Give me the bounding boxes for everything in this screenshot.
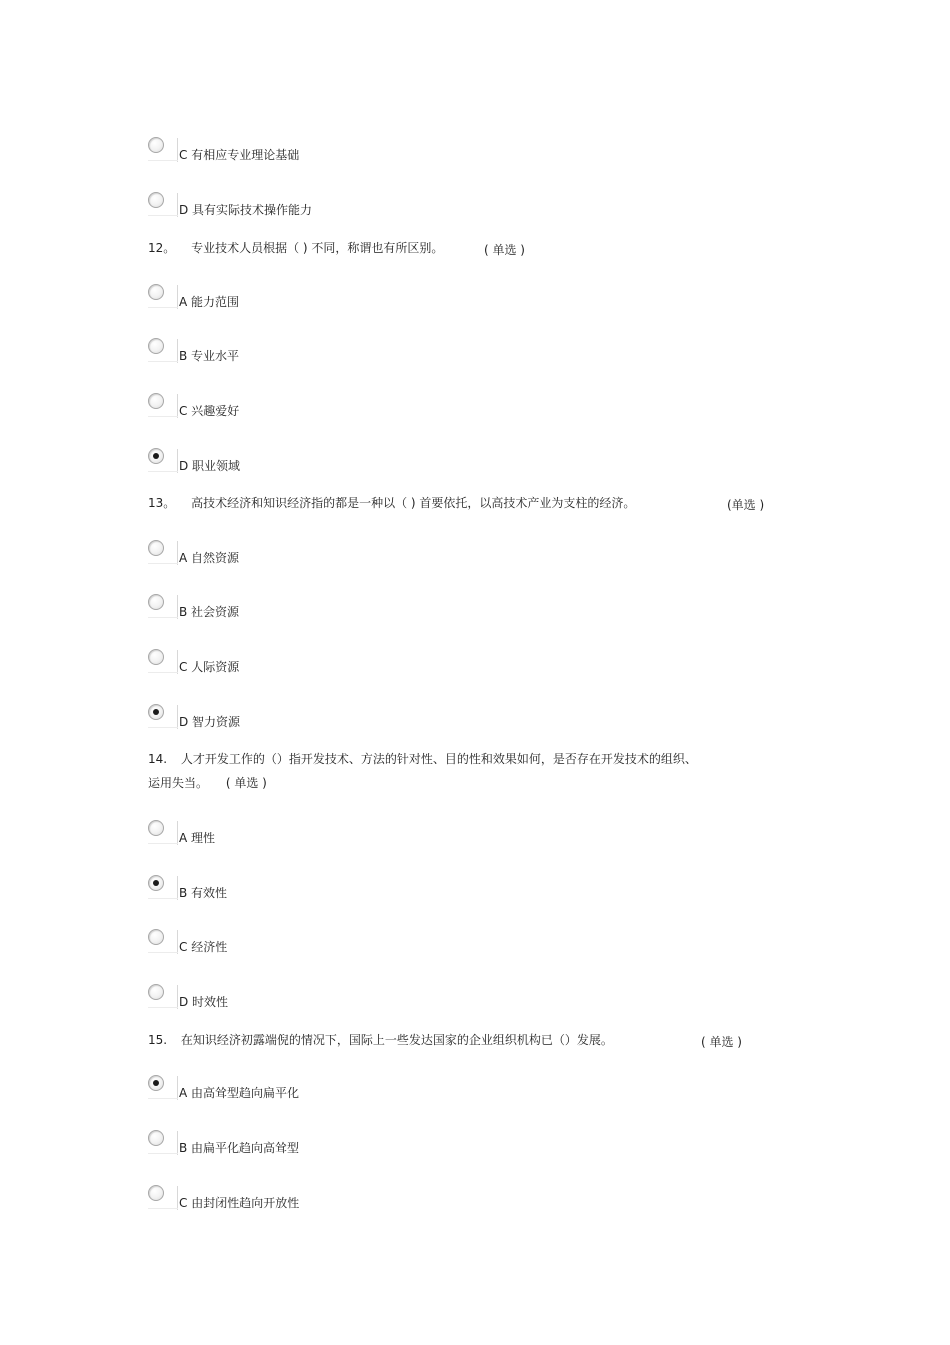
option-12-c[interactable] <box>148 393 548 419</box>
radio-button[interactable] <box>148 929 164 945</box>
option-label: D 时效性 <box>179 995 229 1009</box>
option-label: D 智力资源 <box>179 715 241 729</box>
radio-button[interactable] <box>148 984 164 1000</box>
question-number: 12。 <box>148 241 176 255</box>
question-14-line-2 <box>148 771 267 795</box>
question-number: 15. <box>148 1033 168 1047</box>
question-text-line-1: 人才开发工作的（）指开发技术、方法的针对性、目的性和效果如何，是否存在开发技术的组织、 <box>180 752 697 766</box>
option-label: C 经济性 <box>179 940 228 954</box>
question-text: 在知识经济初露端倪的情况下，国际上一些发达国家的企业组织机构已（）发展。 <box>180 1033 613 1047</box>
option-label: C 人际资源 <box>179 660 240 674</box>
radio-button[interactable] <box>148 137 164 153</box>
radio-button[interactable] <box>148 540 164 556</box>
option-13-a[interactable] <box>148 540 548 566</box>
radio-button[interactable] <box>148 393 164 409</box>
radio-button[interactable] <box>148 284 164 300</box>
question-type-tag: (单选 ) <box>727 498 765 512</box>
option-12-a[interactable] <box>148 284 548 310</box>
option-label: A 自然资源 <box>179 551 240 565</box>
option-15-a[interactable] <box>148 1075 548 1101</box>
radio-button[interactable] <box>148 704 164 720</box>
option-label: C 有相应专业理论基础 <box>179 148 300 162</box>
question-text: 专业技术人员根据（ ) 不同，称谓也有所区别。 <box>191 241 444 255</box>
option-label: A 由高耸型趋向扁平化 <box>179 1086 300 1100</box>
radio-button[interactable] <box>148 1130 164 1146</box>
question-text: 高技术经济和知识经济指的都是一种以（ ) 首要依托，以高技术产业为支柱的经济。 <box>191 496 636 510</box>
question-number: 14. <box>148 752 168 766</box>
radio-button[interactable] <box>148 1075 164 1091</box>
question-number: 13。 <box>148 496 176 510</box>
option-14-d[interactable] <box>148 984 548 1010</box>
option-label: A 能力范围 <box>179 295 240 309</box>
option-14-a[interactable] <box>148 820 548 846</box>
option-13-b[interactable] <box>148 594 548 620</box>
question-type-tag: ( 单选 ) <box>701 1035 742 1049</box>
option-14-b[interactable] <box>148 875 548 901</box>
option-11-d[interactable] <box>148 192 548 218</box>
radio-button[interactable] <box>148 448 164 464</box>
radio-button[interactable] <box>148 875 164 891</box>
radio-button[interactable] <box>148 594 164 610</box>
radio-button[interactable] <box>148 820 164 836</box>
question-type-tag: ( 单选 ) <box>484 243 525 257</box>
option-12-b[interactable] <box>148 338 548 364</box>
option-label: B 社会资源 <box>179 605 240 619</box>
radio-button[interactable] <box>148 649 164 665</box>
radio-button[interactable] <box>148 192 164 208</box>
option-label: A 理性 <box>179 831 216 845</box>
option-label: B 有效性 <box>179 886 228 900</box>
option-label: C 由封闭性趋向开放性 <box>179 1196 300 1210</box>
option-13-c[interactable] <box>148 649 548 675</box>
option-label: D 职业领域 <box>179 459 241 473</box>
option-15-b[interactable] <box>148 1130 548 1156</box>
option-label: B 专业水平 <box>179 349 240 363</box>
question-type-tag: ( 单选 ) <box>225 776 267 790</box>
option-13-d[interactable] <box>148 704 548 730</box>
question-13 <box>148 491 635 515</box>
option-label: D 具有实际技术操作能力 <box>179 203 313 217</box>
question-text-line-2: 运用失当。 <box>148 776 209 790</box>
option-15-c[interactable] <box>148 1185 548 1211</box>
option-14-c[interactable] <box>148 929 548 955</box>
question-14 <box>148 747 697 771</box>
option-12-d[interactable] <box>148 448 548 474</box>
question-12 <box>148 236 443 260</box>
radio-button[interactable] <box>148 338 164 354</box>
option-label: B 由扁平化趋向高耸型 <box>179 1141 300 1155</box>
option-label: C 兴趣爱好 <box>179 404 240 418</box>
question-15 <box>148 1028 613 1052</box>
radio-button[interactable] <box>148 1185 164 1201</box>
option-11-c[interactable] <box>148 137 548 163</box>
